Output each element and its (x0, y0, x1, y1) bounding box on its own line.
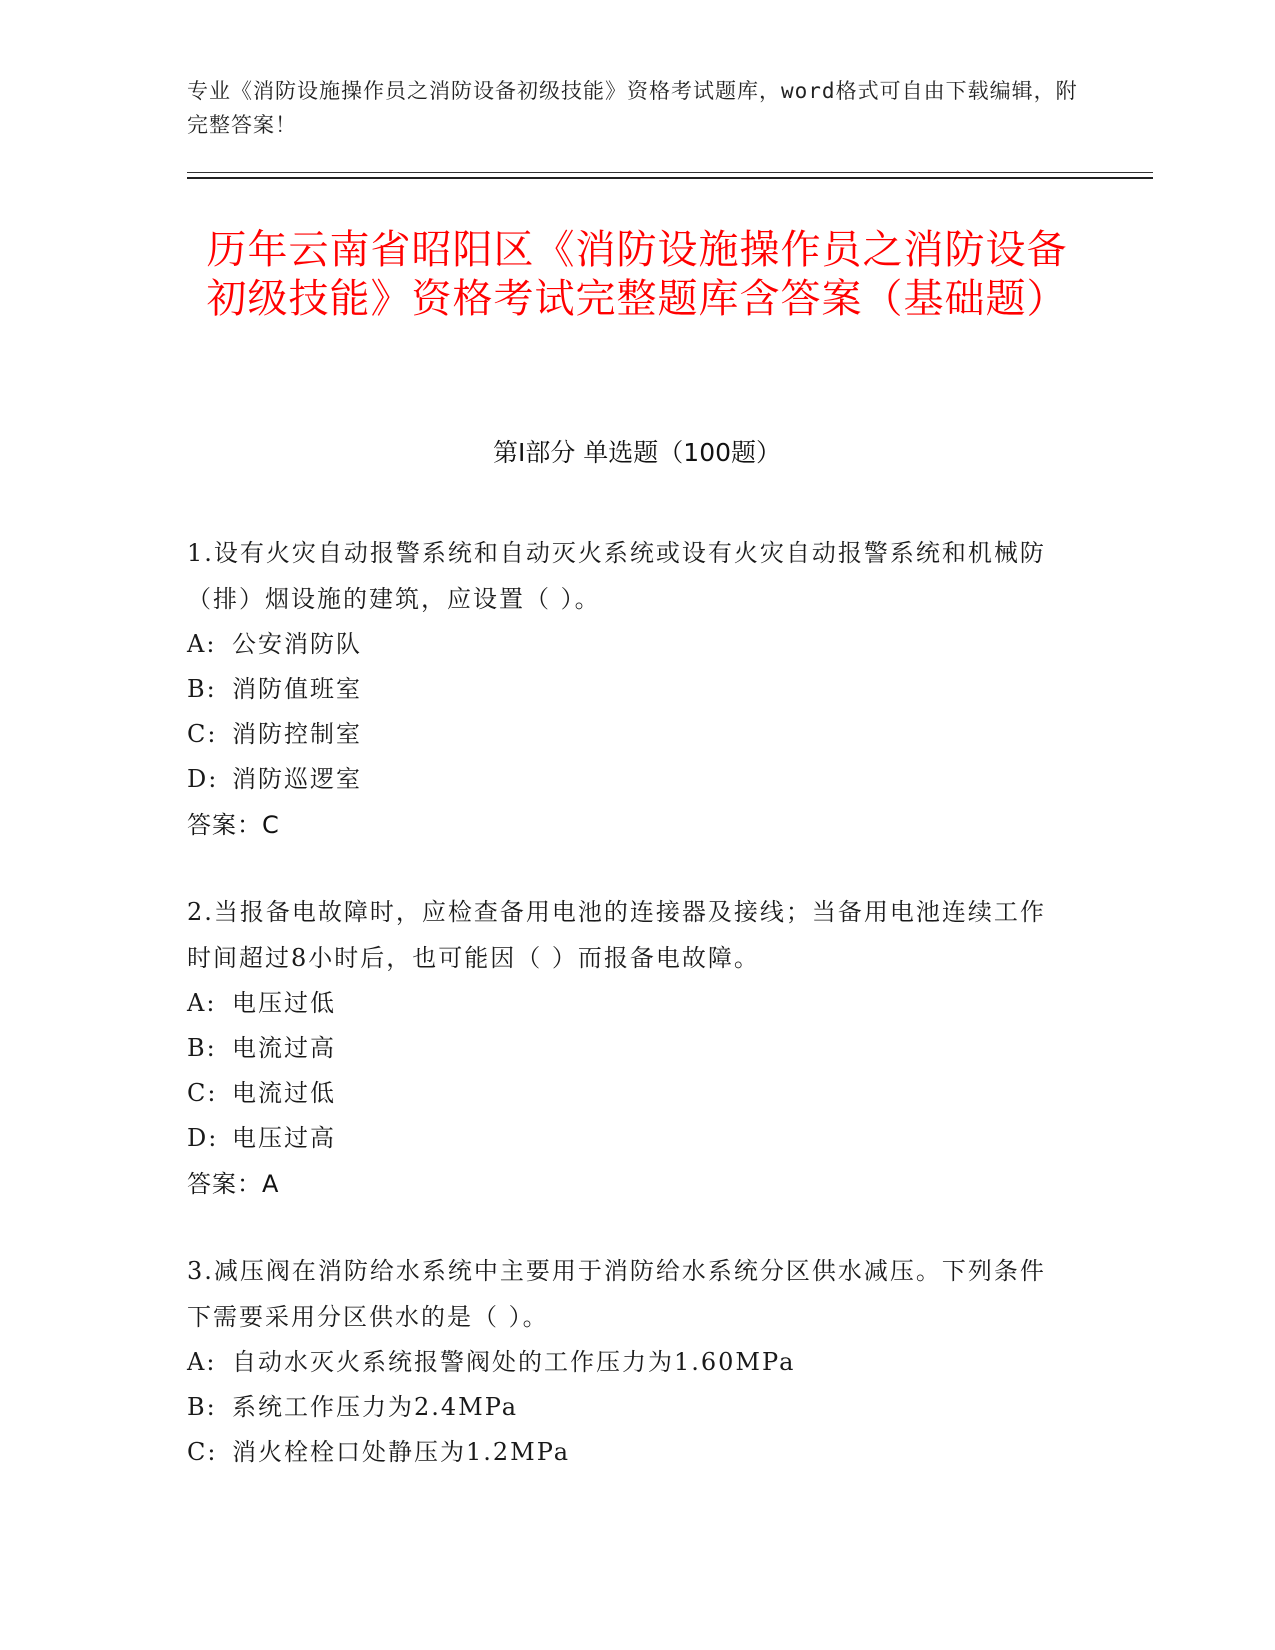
question-stem: 3.减压阀在消防给水系统中主要用于消防给水系统分区供水减压。下列条件下需要采用分区供水的是（ ）。 (187, 1257, 1046, 1331)
option-text: 电压过低 (232, 989, 336, 1017)
option-key: A: (187, 1348, 217, 1376)
answer-option (187, 1116, 1067, 1161)
option-text: 自动水灭火系统报警阀处的工作压力为1.60MPa (232, 1348, 796, 1376)
option-text: 消防控制室 (232, 720, 362, 748)
header-rule-thick (187, 177, 1153, 179)
option-text: 电压过高 (232, 1124, 336, 1152)
answer-option (187, 981, 1067, 1026)
document-title: 历年云南省昭阳区《消防设施操作员之消防设备初级技能》资格考试完整题库含答案（基础题） (206, 227, 1068, 322)
question-list (187, 530, 1067, 1516)
option-text: 消火栓栓口处静压为1.2MPa (232, 1438, 571, 1466)
option-key: C: (187, 720, 218, 748)
question-item (187, 1248, 1067, 1475)
option-text: 公安消防队 (232, 630, 362, 658)
answer-option (187, 667, 1067, 712)
option-key: A: (187, 630, 217, 658)
answer-option (187, 757, 1067, 802)
option-text: 电流过高 (232, 1034, 336, 1062)
question-item (187, 530, 1067, 848)
answer-line: 答案：A (187, 1170, 280, 1198)
header-rule-thin (187, 172, 1153, 173)
section-title: 第Ⅰ部分 单选题（100题） (492, 438, 782, 467)
option-text: 电流过低 (232, 1079, 336, 1107)
answer-option (187, 712, 1067, 757)
option-key: A: (187, 989, 217, 1017)
option-key: B: (187, 675, 217, 703)
option-text: 系统工作压力为2.4MPa (232, 1393, 519, 1421)
header-note: 专业《消防设施操作员之消防设备初级技能》资格考试题库，word格式可自由下载编辑，附完整答案！ (187, 79, 1078, 137)
answer-option (187, 1430, 1067, 1475)
answer-option (187, 1385, 1067, 1430)
answer-option (187, 622, 1067, 667)
option-key: B: (187, 1034, 217, 1062)
answer-option (187, 1340, 1067, 1385)
answer-line: 答案：C (187, 811, 280, 839)
option-key: C: (187, 1438, 218, 1466)
option-key: C: (187, 1079, 218, 1107)
option-text: 消防值班室 (232, 675, 362, 703)
answer-option (187, 1026, 1067, 1071)
question-item (187, 889, 1067, 1207)
question-stem: 2.当报备电故障时，应检查备用电池的连接器及接线；当备用电池连续工作时间超过8小时后，也可能因（ ）而报备电故障。 (187, 898, 1046, 972)
option-text: 消防巡逻室 (232, 765, 362, 793)
answer-option (187, 1071, 1067, 1116)
option-key: D: (187, 765, 219, 793)
option-key: D: (187, 1124, 219, 1152)
question-stem: 1.设有火灾自动报警系统和自动灭火系统或设有火灾自动报警系统和机械防（排）烟设施的建筑，应设置（ ）。 (187, 539, 1046, 613)
option-key: B: (187, 1393, 217, 1421)
